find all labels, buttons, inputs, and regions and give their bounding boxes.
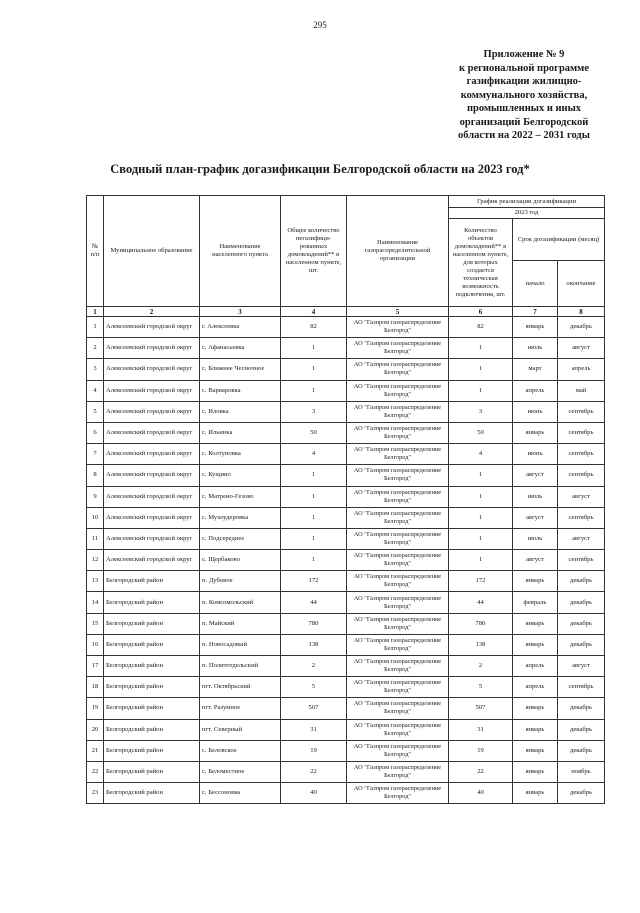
- cell-end-month: сентябрь: [558, 444, 605, 465]
- cell-total-count: 40: [281, 783, 347, 804]
- table-row: [87, 401, 605, 422]
- table-row: [87, 740, 605, 761]
- cell-object-count: 5: [449, 677, 513, 698]
- cell-end-month: август: [558, 338, 605, 359]
- cell-start-month: август: [513, 465, 558, 486]
- cell-organization: АО "Газпром газораспределение Белгород": [347, 507, 449, 528]
- cell-municipality: Белгородский район: [104, 761, 200, 782]
- gasification-schedule-table: [86, 195, 605, 804]
- cell-organization: АО "Газпром газораспределение Белгород": [347, 444, 449, 465]
- cell-locality: с. Подсереднее: [200, 528, 281, 549]
- column-number: 3: [200, 307, 281, 317]
- cell-end-month: май: [558, 380, 605, 401]
- cell-organization: АО "Газпром газораспределение Белгород": [347, 698, 449, 719]
- cell-organization: АО "Газпром газораспределение Белгород": [347, 359, 449, 380]
- table-row: [87, 571, 605, 592]
- header-end: окончание: [558, 261, 605, 307]
- cell-object-count: 1: [449, 380, 513, 401]
- cell-organization: АО "Газпром газораспределение Белгород": [347, 338, 449, 359]
- table-row: [87, 592, 605, 613]
- cell-object-count: 50: [449, 422, 513, 443]
- cell-locality: г. Алексеевка: [200, 317, 281, 338]
- cell-total-count: 1: [281, 380, 347, 401]
- table-row: [87, 380, 605, 401]
- appendix-line: организаций Белгородской: [459, 116, 589, 128]
- appendix-line: коммунального хозяйства,: [460, 89, 588, 101]
- cell-total-count: 44: [281, 592, 347, 613]
- cell-municipality: Белгородский район: [104, 677, 200, 698]
- cell-num: 5: [87, 401, 104, 422]
- cell-organization: АО "Газпром газораспределение Белгород": [347, 422, 449, 443]
- cell-num: 7: [87, 444, 104, 465]
- cell-num: 20: [87, 719, 104, 740]
- cell-municipality: Белгородский район: [104, 783, 200, 804]
- table-row: [87, 677, 605, 698]
- appendix-line: к региональной программе: [458, 62, 589, 74]
- cell-start-month: апрель: [513, 380, 558, 401]
- cell-start-month: июль: [513, 338, 558, 359]
- cell-end-month: август: [558, 486, 605, 507]
- cell-organization: АО "Газпром газораспределение Белгород": [347, 401, 449, 422]
- header-municipality: Муниципальное образование: [104, 196, 200, 307]
- cell-start-month: февраль: [513, 592, 558, 613]
- cell-total-count: 82: [281, 317, 347, 338]
- cell-end-month: август: [558, 656, 605, 677]
- cell-start-month: июль: [513, 486, 558, 507]
- cell-num: 22: [87, 761, 104, 782]
- appendix-line: промышленных и иных: [466, 103, 582, 114]
- cell-municipality: Алексеевский городской округ: [104, 465, 200, 486]
- cell-organization: АО "Газпром газораспределение Белгород": [347, 656, 449, 677]
- cell-total-count: 1: [281, 528, 347, 549]
- cell-object-count: 2: [449, 656, 513, 677]
- table-row: [87, 698, 605, 719]
- cell-locality: с. Беловское: [200, 740, 281, 761]
- cell-total-count: 2: [281, 656, 347, 677]
- cell-total-count: 3: [281, 401, 347, 422]
- header-start: начало: [513, 261, 558, 307]
- cell-total-count: 5: [281, 677, 347, 698]
- cell-object-count: 138: [449, 634, 513, 655]
- cell-object-count: 4: [449, 444, 513, 465]
- cell-total-count: 22: [281, 761, 347, 782]
- table-row: [87, 656, 605, 677]
- cell-num: 9: [87, 486, 104, 507]
- cell-total-count: 31: [281, 719, 347, 740]
- cell-organization: АО "Газпром газораспределение Белгород": [347, 380, 449, 401]
- cell-end-month: декабрь: [558, 740, 605, 761]
- cell-municipality: Алексеевский городской округ: [104, 317, 200, 338]
- cell-total-count: 138: [281, 634, 347, 655]
- cell-start-month: июль: [513, 528, 558, 549]
- cell-object-count: 1: [449, 486, 513, 507]
- cell-end-month: сентябрь: [558, 550, 605, 571]
- cell-object-count: 44: [449, 592, 513, 613]
- cell-municipality: Алексеевский городской округ: [104, 507, 200, 528]
- cell-organization: АО "Газпром газораспределение Белгород": [347, 528, 449, 549]
- cell-end-month: август: [558, 528, 605, 549]
- cell-municipality: Алексеевский городской округ: [104, 444, 200, 465]
- cell-end-month: декабрь: [558, 571, 605, 592]
- table-row: [87, 486, 605, 507]
- cell-locality: с. Колтуновка: [200, 444, 281, 465]
- table-row: [87, 317, 605, 338]
- cell-locality: п. Комсомольский: [200, 592, 281, 613]
- cell-start-month: январь: [513, 783, 558, 804]
- table-row: [87, 550, 605, 571]
- cell-total-count: 780: [281, 613, 347, 634]
- cell-object-count: 3: [449, 401, 513, 422]
- table-row: [87, 783, 605, 804]
- cell-total-count: 1: [281, 359, 347, 380]
- cell-object-count: 1: [449, 528, 513, 549]
- cell-locality: пгт. Октябрьский: [200, 677, 281, 698]
- cell-locality: с. Матрено-Гезово: [200, 486, 281, 507]
- cell-organization: АО "Газпром газораспределение Белгород": [347, 634, 449, 655]
- cell-municipality: Белгородский район: [104, 740, 200, 761]
- cell-start-month: июнь: [513, 444, 558, 465]
- cell-start-month: январь: [513, 761, 558, 782]
- cell-end-month: декабрь: [558, 592, 605, 613]
- cell-organization: АО "Газпром газораспределение Белгород": [347, 740, 449, 761]
- header-object-count: Количество объектов домовладений** в населенном пункте, для которых создается техническая возможность подключения, шт.: [449, 219, 513, 307]
- header-locality: Наименование населенного пункта: [200, 196, 281, 307]
- cell-organization: АО "Газпром газораспределение Белгород": [347, 317, 449, 338]
- cell-object-count: 31: [449, 719, 513, 740]
- cell-locality: п. Политотдельский: [200, 656, 281, 677]
- header-num: № п/п: [87, 196, 104, 307]
- cell-num: 17: [87, 656, 104, 677]
- cell-end-month: апрель: [558, 359, 605, 380]
- cell-municipality: Алексеевский городской округ: [104, 338, 200, 359]
- cell-locality: п. Новосадовый: [200, 634, 281, 655]
- cell-object-count: 22: [449, 761, 513, 782]
- cell-end-month: декабрь: [558, 719, 605, 740]
- cell-num: 13: [87, 571, 104, 592]
- table-row: [87, 338, 605, 359]
- cell-object-count: 40: [449, 783, 513, 804]
- cell-object-count: 1: [449, 338, 513, 359]
- table-row: [87, 761, 605, 782]
- cell-start-month: январь: [513, 317, 558, 338]
- table-row: [87, 613, 605, 634]
- appendix-line: Приложение № 9: [483, 49, 565, 60]
- appendix-header: [438, 48, 610, 143]
- cell-end-month: декабрь: [558, 698, 605, 719]
- cell-municipality: Белгородский район: [104, 656, 200, 677]
- cell-locality: с. Щербаково: [200, 550, 281, 571]
- cell-locality: с. Иловка: [200, 401, 281, 422]
- table-row: [87, 528, 605, 549]
- cell-locality: с. Мухоудеровка: [200, 507, 281, 528]
- cell-organization: АО "Газпром газораспределение Белгород": [347, 677, 449, 698]
- cell-object-count: 19: [449, 740, 513, 761]
- cell-municipality: Белгородский район: [104, 592, 200, 613]
- cell-end-month: декабрь: [558, 634, 605, 655]
- cell-num: 15: [87, 613, 104, 634]
- cell-municipality: Алексеевский городской округ: [104, 550, 200, 571]
- cell-object-count: 507: [449, 698, 513, 719]
- table-row: [87, 719, 605, 740]
- cell-object-count: 780: [449, 613, 513, 634]
- cell-municipality: Белгородский район: [104, 698, 200, 719]
- table-row: [87, 465, 605, 486]
- cell-municipality: Алексеевский городской округ: [104, 380, 200, 401]
- cell-locality: п. Дубовое: [200, 571, 281, 592]
- cell-num: 2: [87, 338, 104, 359]
- cell-num: 18: [87, 677, 104, 698]
- column-number: 5: [347, 307, 449, 317]
- cell-object-count: 1: [449, 507, 513, 528]
- cell-object-count: 82: [449, 317, 513, 338]
- cell-locality: с. Кущино: [200, 465, 281, 486]
- column-number: 7: [513, 307, 558, 317]
- cell-total-count: 1: [281, 507, 347, 528]
- column-number: 4: [281, 307, 347, 317]
- table-row: [87, 634, 605, 655]
- cell-total-count: 1: [281, 338, 347, 359]
- appendix-line: газификации жилищно-: [466, 76, 582, 87]
- cell-municipality: Алексеевский городской округ: [104, 528, 200, 549]
- cell-start-month: январь: [513, 422, 558, 443]
- cell-total-count: 19: [281, 740, 347, 761]
- cell-num: 23: [87, 783, 104, 804]
- cell-municipality: Белгородский район: [104, 634, 200, 655]
- cell-num: 16: [87, 634, 104, 655]
- cell-start-month: август: [513, 507, 558, 528]
- page-number: 295: [313, 20, 327, 30]
- cell-total-count: 1: [281, 550, 347, 571]
- cell-municipality: Алексеевский городской округ: [104, 401, 200, 422]
- appendix-line: области на 2022 – 2031 годы: [458, 130, 590, 141]
- cell-municipality: Алексеевский городской округ: [104, 359, 200, 380]
- cell-end-month: сентябрь: [558, 465, 605, 486]
- cell-organization: АО "Газпром газораспределение Белгород": [347, 719, 449, 740]
- header-total-count: Общее количество негазифици-рованных домовладений** в населенном пункте, шт.: [281, 196, 347, 307]
- cell-locality: с. Беломестное: [200, 761, 281, 782]
- cell-locality: с. Варваровка: [200, 380, 281, 401]
- cell-end-month: сентябрь: [558, 422, 605, 443]
- cell-organization: АО "Газпром газораспределение Белгород": [347, 783, 449, 804]
- cell-num: 19: [87, 698, 104, 719]
- cell-start-month: январь: [513, 698, 558, 719]
- cell-num: 14: [87, 592, 104, 613]
- cell-locality: п. Майский: [200, 613, 281, 634]
- cell-num: 10: [87, 507, 104, 528]
- cell-organization: АО "Газпром газораспределение Белгород": [347, 592, 449, 613]
- header-schedule: График реализации догазификации: [449, 196, 605, 208]
- header-term: Срок догазификации (месяц): [513, 219, 605, 261]
- cell-num: 12: [87, 550, 104, 571]
- cell-end-month: сентябрь: [558, 677, 605, 698]
- cell-total-count: 172: [281, 571, 347, 592]
- table-row: [87, 507, 605, 528]
- cell-num: 6: [87, 422, 104, 443]
- column-number: 8: [558, 307, 605, 317]
- cell-end-month: декабрь: [558, 783, 605, 804]
- cell-total-count: 1: [281, 465, 347, 486]
- cell-num: 11: [87, 528, 104, 549]
- cell-organization: АО "Газпром газораспределение Белгород": [347, 486, 449, 507]
- cell-locality: с. Ближнее Чесночное: [200, 359, 281, 380]
- cell-start-month: январь: [513, 740, 558, 761]
- cell-num: 8: [87, 465, 104, 486]
- cell-end-month: ноябрь: [558, 761, 605, 782]
- column-number: 2: [104, 307, 200, 317]
- cell-locality: с. Ильинка: [200, 422, 281, 443]
- cell-locality: с. Афанасьевка: [200, 338, 281, 359]
- cell-municipality: Алексеевский городской округ: [104, 422, 200, 443]
- header-year: 2023 год: [449, 208, 605, 219]
- cell-start-month: март: [513, 359, 558, 380]
- cell-municipality: Алексеевский городской округ: [104, 486, 200, 507]
- cell-num: 4: [87, 380, 104, 401]
- cell-object-count: 1: [449, 359, 513, 380]
- cell-object-count: 1: [449, 550, 513, 571]
- cell-start-month: июнь: [513, 401, 558, 422]
- cell-organization: АО "Газпром газораспределение Белгород": [347, 571, 449, 592]
- cell-organization: АО "Газпром газораспределение Белгород": [347, 465, 449, 486]
- cell-organization: АО "Газпром газораспределение Белгород": [347, 761, 449, 782]
- cell-start-month: апрель: [513, 677, 558, 698]
- cell-locality: пгт. Разумное: [200, 698, 281, 719]
- cell-start-month: апрель: [513, 656, 558, 677]
- cell-total-count: 50: [281, 422, 347, 443]
- cell-locality: пгт. Северный: [200, 719, 281, 740]
- cell-start-month: январь: [513, 719, 558, 740]
- cell-object-count: 1: [449, 465, 513, 486]
- cell-start-month: август: [513, 550, 558, 571]
- cell-start-month: январь: [513, 613, 558, 634]
- cell-total-count: 1: [281, 486, 347, 507]
- cell-num: 21: [87, 740, 104, 761]
- cell-organization: АО "Газпром газораспределение Белгород": [347, 550, 449, 571]
- cell-end-month: декабрь: [558, 613, 605, 634]
- cell-start-month: январь: [513, 634, 558, 655]
- cell-municipality: Белгородский район: [104, 571, 200, 592]
- column-number: 1: [87, 307, 104, 317]
- column-number: 6: [449, 307, 513, 317]
- cell-organization: АО "Газпром газораспределение Белгород": [347, 613, 449, 634]
- header-organization: Наименование газораспределительной организации: [347, 196, 449, 307]
- cell-municipality: Белгородский район: [104, 719, 200, 740]
- cell-num: 3: [87, 359, 104, 380]
- cell-end-month: сентябрь: [558, 507, 605, 528]
- cell-total-count: 507: [281, 698, 347, 719]
- cell-end-month: сентябрь: [558, 401, 605, 422]
- cell-object-count: 172: [449, 571, 513, 592]
- table-row: [87, 444, 605, 465]
- cell-total-count: 4: [281, 444, 347, 465]
- table-row: [87, 422, 605, 443]
- column-number-row: [87, 307, 605, 317]
- cell-end-month: декабрь: [558, 317, 605, 338]
- cell-municipality: Белгородский район: [104, 613, 200, 634]
- document-title: Сводный план-график догазификации Белгородской области на 2023 год*: [110, 162, 530, 176]
- cell-start-month: январь: [513, 571, 558, 592]
- table-row: [87, 359, 605, 380]
- cell-num: 1: [87, 317, 104, 338]
- cell-locality: с. Бессоновка: [200, 783, 281, 804]
